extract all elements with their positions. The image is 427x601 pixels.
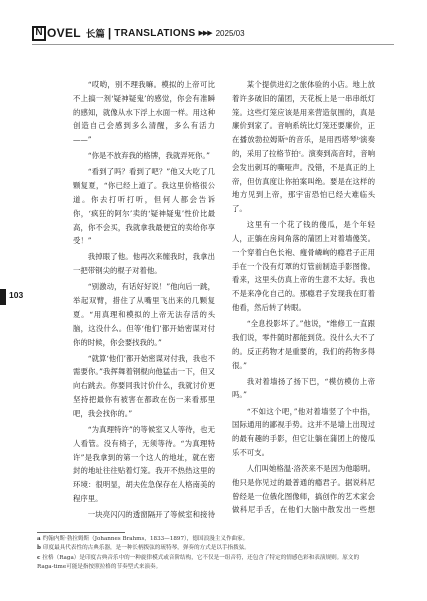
header-separator: | (107, 26, 112, 40)
paragraph: 人们叫她格温·洛茨来不是因为他聪明。他只是你见过的最普通的瘾君子。据说科尼曾经是一位俄化图像师，搞创作的艺术家会做科尼手舌，在他们大脑中散发出一些想 (232, 464, 375, 515)
page-number: 103 (9, 290, 24, 300)
paragraph: 我对着墙扬了扬下巴，“模仿模仿上帝吗。” (232, 376, 375, 400)
footnote-mark: c (37, 554, 41, 561)
page-number-tab (0, 289, 6, 305)
section-name: TRANSLATIONS (114, 27, 196, 39)
paragraph: 我掉眼了他。他再次来缠我时，我拿出一把带钢尖的棍子对着他。 (73, 252, 215, 276)
footnote-text: 印度最具代表性的古典乐器，是一种长柄拨弦的琉特琴，弹奏的方式是以手指拨弦。 (42, 545, 250, 552)
paragraph: 一块亮闪闪的透窗隔开了等候室和接待 (87, 509, 215, 518)
magazine-title-cn: 长篇 (85, 29, 105, 40)
footnote-mark: a (37, 536, 41, 542)
footnote (37, 554, 375, 573)
paragraph: 这里有一个花了钱的傻瓜，是个年轻人，正躺在房间角落的蒲团上对着墙傻笑。一个穿着白色长袍、瘦骨嶙峋的瘾君子正用手在一个没有灯罩的灯管前制造手影图像。看来，这里头仿真上帝的生意不太好。我也不是来净化自己的。那瘾君子发现我在盯着他看，然后转了转眼。 (232, 220, 375, 313)
logo-letter-box: N (32, 26, 46, 41)
footnote-text: 拉格（Raga）是印度古典音乐中的一种旋律模式或音阶结构，它不仅是一组音符，还包含了特定的情感色彩和表演规则。原文的Raga-time可能是指按照拉格的节奏型式来演奏。 (37, 554, 360, 571)
paragraph: “哎哟，别不理我嘛。模拟的上帝可比不上搞一剂‘疑神疑鬼’的感觉，你会有准瞬的感知，就像从水下浮上水面一样。用这种创造自己会感到多么清醒，多么有活力——” (73, 80, 215, 145)
paragraph: “不如这个吧，”他对着墙竖了个中指，国际通用的鄙视手势。这并不是墙上出现过的最有趣的手影，但它让躺在蒲团上的傻瓜乐不可支。 (232, 406, 375, 457)
right-text-column (232, 78, 375, 518)
paragraph: “你是不放弃我的格牌，我就弄死你。” (87, 151, 210, 161)
header-divider (32, 44, 394, 45)
issue-number: 2025/03 (215, 28, 245, 38)
paragraph: 某个提供进幻之旅体验的小店。地上放着许多破旧的蒲团，天花板上是一串串纸灯笼。这些灯笼应该是用来营造氛围的，真是廉价到家了。音响系统比灯笼还要廉价，正在播放勃拉姆斯ᵃ的音乐，是用西塔琴ᵇ演奏的，采用了拉格节拍ᶜ。演奏到高音时，音响会发出刺耳的嘶哑声。没错，不是真正的上帝，但仿真度让你拍案叫绝。要是在这样的地方见到上帝，那宇宙恐怕已经大难临头了。 (232, 80, 375, 214)
left-text-column (73, 78, 215, 518)
masthead (32, 25, 402, 41)
triple-arrow-icon: ▶▶▶ (198, 30, 212, 37)
footnote-mark: b (37, 545, 41, 552)
logo-wordmark: OVEL (47, 26, 81, 40)
footnote-divider (37, 532, 125, 533)
paragraph: “为真理特许”的等候室又人等待，也无人看管。没有椅子，无须等待。“为真理特许”是我拿到的第一个这人的地址，就在密封的地址往往贴着灯笼。我开不热热这里的环境：很明显，胡夫佐急保存在人格南美的程序里。 (73, 424, 215, 503)
footnote (37, 535, 375, 544)
paragraph: “看到了吗？看到了吧？”他又大吃了几颗复夏，“你已经上道了。我这里价格很公道。你去打听打听，但何人都会告诉你，‘疯狂的阿尔’卖的‘疑神疑鬼’性价比最高，你不会买，我就拿我最便宜的卖给你享受！” (73, 167, 215, 246)
paragraph: “别激动，有话好好说！”他向后一跳，举起双臂，措住了从嘴里飞出来的几颗复夏。“用真理和模拟的上帝无法存活的头脑，这没什么。但等‘他们’都开始密谋对付你的时候，你会要找我的。” (73, 282, 215, 347)
footnote-text: 约翰内斯·勃拉姆斯（Johannes Brahms，1833—1897），德国浪漫主义作曲家。 (42, 536, 249, 542)
footnotes (37, 535, 375, 573)
paragraph: “就算‘他们’都开始密谋对付我，我也不需要你。”我挥舞着钢棍向他猛击一下，但又向右跳去。你要同我讨价什么，我就讨价更坚持把最你有被害在都政在伤一来看那里吧，我会找你的。” (73, 353, 215, 418)
footnote (37, 544, 375, 553)
paragraph: “全息投影坏了。”他说，“维修工一直跟我们说，零件随时都能到货。没什么大不了的。反正药物才是重要的，我们的药物多得很。” (232, 319, 375, 370)
